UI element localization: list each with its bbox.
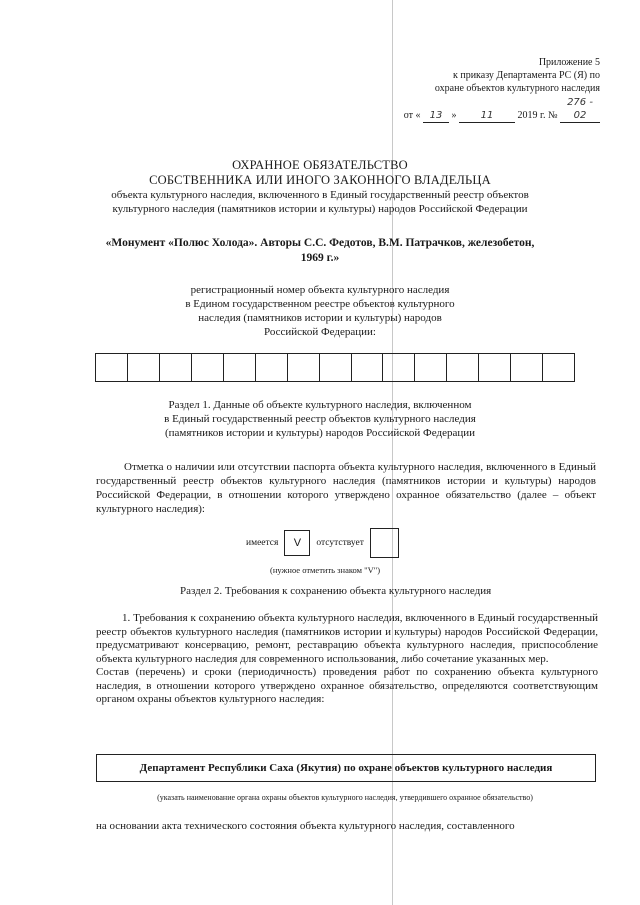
registration-digit-box[interactable] [224, 354, 256, 381]
appendix-line-3: охране объектов культурного наследия [434, 83, 600, 94]
registration-caption [110, 283, 530, 339]
appendix-header [404, 56, 600, 123]
object-name-line-1: «Монумент «Полюс Холода». Авторы С.С. Федотов, В.М. Патрачков, железобетон, [105, 237, 535, 249]
registration-digit-box[interactable] [160, 354, 192, 381]
registration-digit-box[interactable] [352, 354, 384, 381]
technical-condition-line: на основании акта технического состояния объекта культурного наследия, составленного [96, 820, 515, 832]
registration-digit-box[interactable] [479, 354, 511, 381]
registration-digit-box[interactable] [96, 354, 128, 381]
passport-absent-checkbox[interactable] [370, 528, 399, 558]
section-1-line-1: Раздел 1. Данные об объекте культурного наследия, включенном [168, 399, 472, 411]
passport-paragraph-text: Отметка о наличии или отсутствии паспорта объекта культурного наследия, включенного в Единый государственный реестр объектов культурного наследия (памятников истории и культуры) народов Российской Федерации, в отношении которого утверждено охранное обязательство (далее – объект культурного наследия): [96, 461, 596, 515]
title-line-4: культурного наследия (памятников истории и культуры) народов Российской Федерации [112, 203, 528, 215]
registration-line-2: в Едином государственном реестре объектов культурного [185, 298, 455, 310]
object-name-line-2: 1969 г.» [300, 252, 340, 264]
registration-digit-box[interactable] [543, 354, 574, 381]
registration-line-3: наследия (памятников истории и культуры) народов [198, 312, 442, 324]
document-title [60, 158, 580, 216]
section-2-heading: Раздел 2. Требования к сохранению объекта культурного наследия [180, 585, 492, 597]
section-1-heading [110, 398, 530, 440]
section-1-line-3: (памятников истории и культуры) народов Российской Федерации [164, 427, 475, 439]
registration-line-4: Российской Федерации: [264, 326, 376, 338]
department-note: (указать наименование органа охраны объектов культурного наследия, утвердившего охранное обязательство) [157, 793, 533, 802]
registration-digit-box[interactable] [256, 354, 288, 381]
department-name-box: Департамент Республики Саха (Якутия) по охране объектов культурного наследия [96, 754, 596, 782]
registration-number-boxes [95, 353, 575, 382]
date-separator: » [451, 110, 457, 121]
checkbox-instruction: (нужное отметить знаком "V") [270, 565, 381, 575]
appendix-line-1: Приложение 5 [538, 57, 600, 68]
registration-digit-box[interactable] [447, 354, 479, 381]
title-line-1: ОХРАННОЕ ОБЯЗАТЕЛЬСТВО [232, 158, 408, 172]
passport-paragraph [96, 460, 596, 516]
date-prefix: от « [403, 110, 421, 121]
registration-digit-box[interactable] [320, 354, 352, 381]
registration-digit-box[interactable] [288, 354, 320, 381]
title-line-2: СОБСТВЕННИКА ИЛИ ИНОГО ЗАКОННОГО ВЛАДЕЛЬЦА [149, 173, 491, 187]
object-name [80, 236, 560, 266]
appendix-line-2: к приказу Департамента РС (Я) по [452, 70, 600, 81]
order-number: 276 - 02 [560, 96, 600, 123]
requirements-text [96, 612, 598, 707]
passport-absent-label: отсутствует [316, 538, 364, 548]
registration-digit-box[interactable] [192, 354, 224, 381]
section-1-line-2: в Единый государственный реестр объектов культурного наследия [164, 413, 476, 425]
passport-present-label: имеется [246, 538, 279, 548]
passport-present-checkbox[interactable]: V [284, 530, 310, 556]
order-month: 11 [459, 109, 515, 123]
order-day: 13 [423, 109, 449, 123]
passport-checkboxes [246, 528, 399, 558]
registration-digit-box[interactable] [128, 354, 160, 381]
order-date-line [404, 96, 600, 123]
registration-digit-box[interactable] [383, 354, 415, 381]
requirements-paragraph-1 [96, 612, 598, 666]
title-line-3: объекта культурного наследия, включенного в Единый государственный реестр объектов [111, 189, 529, 201]
requirements-paragraph-1-text: 1. Требования к сохранению объекта культурного наследия, включенного в Единый государственный реестр объектов культурного наследия (памятников истории и культуры) народов Российской Федерации, предусматривают консервацию, ремонт, реставрацию объекта культурного наследия, приспособление объекта культурного наследия для современного использования, либо сочетание указанных мер. [96, 612, 598, 665]
requirements-paragraph-2: Состав (перечень) и сроки (периодичность) проведения работ по сохранению объекта культурного наследия, в отношении которого утверждено охранное обязательство, определяются соответствующим органом охраны объектов культурного наследия: [96, 666, 598, 705]
registration-digit-box[interactable] [415, 354, 447, 381]
order-year: 2019 г. № [517, 110, 558, 121]
registration-digit-box[interactable] [511, 354, 543, 381]
registration-line-1: регистрационный номер объекта культурного наследия [190, 284, 450, 296]
